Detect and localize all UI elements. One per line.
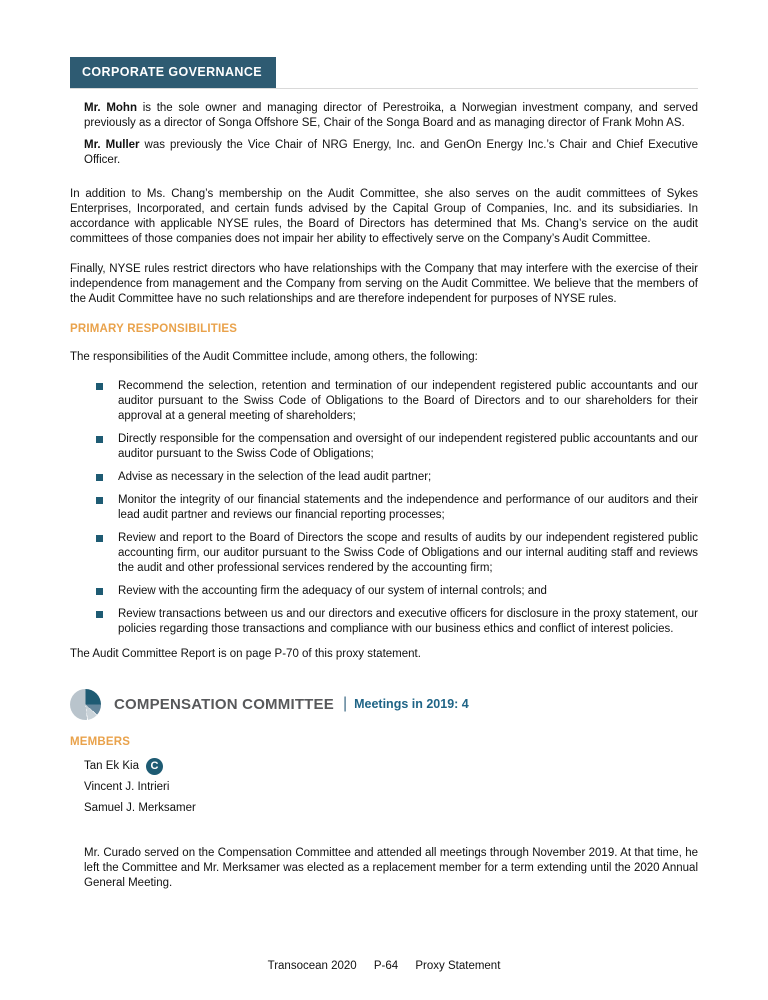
bullet-square-icon	[96, 474, 103, 481]
member-name: Tan Ek Kia	[84, 760, 139, 772]
list-item-text: Directly responsible for the compensation and oversight of our independent registered public accountants and our auditor pursuant to the Swiss Code of Obligations;	[118, 433, 698, 460]
member-name: Samuel J. Merksamer	[84, 802, 196, 814]
members-heading: MEMBERS	[70, 736, 131, 748]
bullet-square-icon	[96, 611, 103, 618]
pie-chart-icon	[70, 689, 101, 720]
responsibilities-list	[70, 379, 698, 637]
members-list	[70, 756, 698, 819]
list-item	[96, 531, 698, 576]
footer-page-number: P-64	[373, 960, 399, 972]
heading-separator: |	[342, 695, 348, 712]
audit-committee-chang-paragraph: In addition to Ms. Chang’s membership on the Audit Committee, she also serves on the audit committees of Sykes Enterprises, Incorporated, and certain funds advised by the Capital Group of Companies, Inc. and its subsidiaries. In accordance with applicable NYSE rules, the Board of Directors has determined that Ms. Chang’s service on the audit committees of those companies does not impair her ability to effectively serve on the Company’s Audit Committee.	[70, 188, 698, 245]
footer-document-name: Proxy Statement	[415, 960, 501, 972]
footer-company: Transocean 2020	[267, 960, 357, 972]
nyse-independence-paragraph: Finally, NYSE rules restrict directors who have relationships with the Company that may interfere with the exercise of their independence from management and the Company from serving on the Audit Committee. We believe that the members of the Audit Committee have no such relationships and are therefore independent for purposes of NYSE rules.	[70, 263, 698, 305]
bullet-square-icon	[96, 535, 103, 542]
list-item	[96, 470, 698, 485]
list-item-text: Review and report to the Board of Directors the scope and results of audits by our independent registered public accounting firm, our auditor pursuant to the Swiss Code of Obligations and our internal auditing staff and reviews the audit and other professional services rendered by the accounting firm;	[118, 532, 698, 574]
bio-paragraph	[84, 101, 698, 131]
section-header: CORPORATE GOVERNANCE	[70, 57, 276, 88]
member-row	[84, 756, 698, 777]
list-item	[96, 432, 698, 462]
director-bios	[70, 101, 698, 168]
curado-note-paragraph: Mr. Curado served on the Compensation Committee and attended all meetings through November 2019. At that time, he left the Committee and Mr. Merksamer was elected as a replacement member for a term extending until the 2020 Annual General Meeting.	[84, 847, 698, 889]
bullet-square-icon	[96, 588, 103, 595]
chair-badge: C	[146, 758, 163, 775]
bio-name: Mr. Muller	[84, 139, 140, 151]
member-row	[84, 798, 698, 819]
responsibilities-intro: The responsibilities of the Audit Committee include, among others, the following:	[70, 351, 478, 363]
bullet-square-icon	[96, 436, 103, 443]
bio-text: is the sole owner and managing director of Perestroika, a Norwegian investment company, and served previously as a director of Songa Offshore SE, Chair of the Songa Board and as managing director of Frank Mohn AS.	[84, 102, 699, 129]
list-item	[96, 493, 698, 523]
bio-paragraph	[84, 138, 698, 168]
bio-text: was previously the Vice Chair of NRG Energy, Inc. and GenOn Energy Inc.’s Chair and Chief Executive Officer.	[84, 139, 698, 166]
committee-meetings-count: Meetings in 2019: 4	[354, 697, 469, 711]
member-row	[84, 777, 698, 798]
list-item-text: Monitor the integrity of our financial statements and the independence and performance of our auditors and their lead audit partner and reviews our financial reporting processes;	[118, 494, 698, 521]
list-item-text: Review with the accounting firm the adequacy of our system of internal controls; and	[118, 585, 547, 597]
list-item	[96, 584, 698, 599]
list-item-text: Recommend the selection, retention and termination of our independent registered public accountants and our auditor pursuant to the Swiss Code of Obligations to the Board of Directors and to our shareholders for their approval at a general meeting of shareholders;	[118, 380, 698, 422]
list-item	[96, 607, 698, 637]
list-item	[96, 379, 698, 424]
bullet-square-icon	[96, 383, 103, 390]
page-footer	[0, 959, 768, 974]
bio-name: Mr. Mohn	[84, 102, 137, 114]
primary-responsibilities-heading: PRIMARY RESPONSIBILITIES	[70, 323, 238, 335]
audit-report-note: The Audit Committee Report is on page P-70 of this proxy statement.	[70, 648, 421, 660]
bullet-square-icon	[96, 497, 103, 504]
header-divider	[70, 57, 698, 89]
compensation-committee-heading	[70, 689, 698, 720]
list-item-text: Advise as necessary in the selection of the lead audit partner;	[118, 471, 432, 483]
list-item-text: Review transactions between us and our directors and executive officers for disclosure in the proxy statement, our policies regarding those transactions and compliance with our business ethics and conflict of interest policies.	[118, 608, 698, 635]
member-name: Vincent J. Intrieri	[84, 781, 170, 793]
committee-title: COMPENSATION COMMITTEE	[114, 696, 334, 713]
